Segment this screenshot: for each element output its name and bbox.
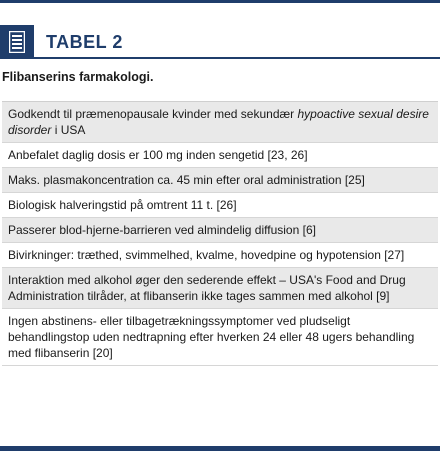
document-list-icon: [0, 25, 34, 59]
row-text: Bivirkninger: træthed, svimmelhed, kvalme, hovedpine og hypotension [27]: [8, 248, 405, 262]
footer-divider: [0, 446, 440, 451]
row-text: Maks. plasmakoncentration ca. 45 min efter oral administration [25]: [8, 173, 365, 187]
row-text: Godkendt til præmenopausale kvinder med sekundær: [8, 107, 298, 121]
table-row: [2, 218, 438, 243]
row-text: Biologisk halveringstid på omtrent 11 t. [26]: [8, 198, 237, 212]
row-text: Interaktion med alkohol øger den sederende effekt – USA's Food and Drug Administration tilråder, at flibanserin ikke tages sammen med alkohol [9]: [8, 273, 406, 303]
header-divider: [0, 57, 440, 59]
table-row: [2, 309, 438, 366]
pharmacology-table: [2, 101, 438, 366]
table-title: TABEL 2: [46, 32, 123, 52]
table-row: [2, 193, 438, 218]
table-row: [2, 243, 438, 268]
row-text: Anbefalet daglig dosis er 100 mg inden sengetid [23, 26]: [8, 148, 308, 162]
table-caption: Flibanserins farmakologi.: [2, 70, 154, 84]
row-italic-text: hypoactive sexual desire disorder: [8, 107, 429, 137]
table-header: [0, 0, 440, 58]
row-text: Ingen abstinens- eller tilbagetrækningssymptomer ved pludseligt behandlingstop uden nedtrapning efter hverken 24 eller 48 ugers behandling med flibanserin [20]: [8, 314, 415, 360]
table-row: [2, 168, 438, 193]
table-row: [2, 268, 438, 309]
row-text-end: i USA: [51, 123, 86, 137]
row-text: Passerer blod-hjerne-barrieren ved almindelig diffusion [6]: [8, 223, 316, 237]
table-row: [2, 143, 438, 168]
table-row: [2, 102, 438, 143]
